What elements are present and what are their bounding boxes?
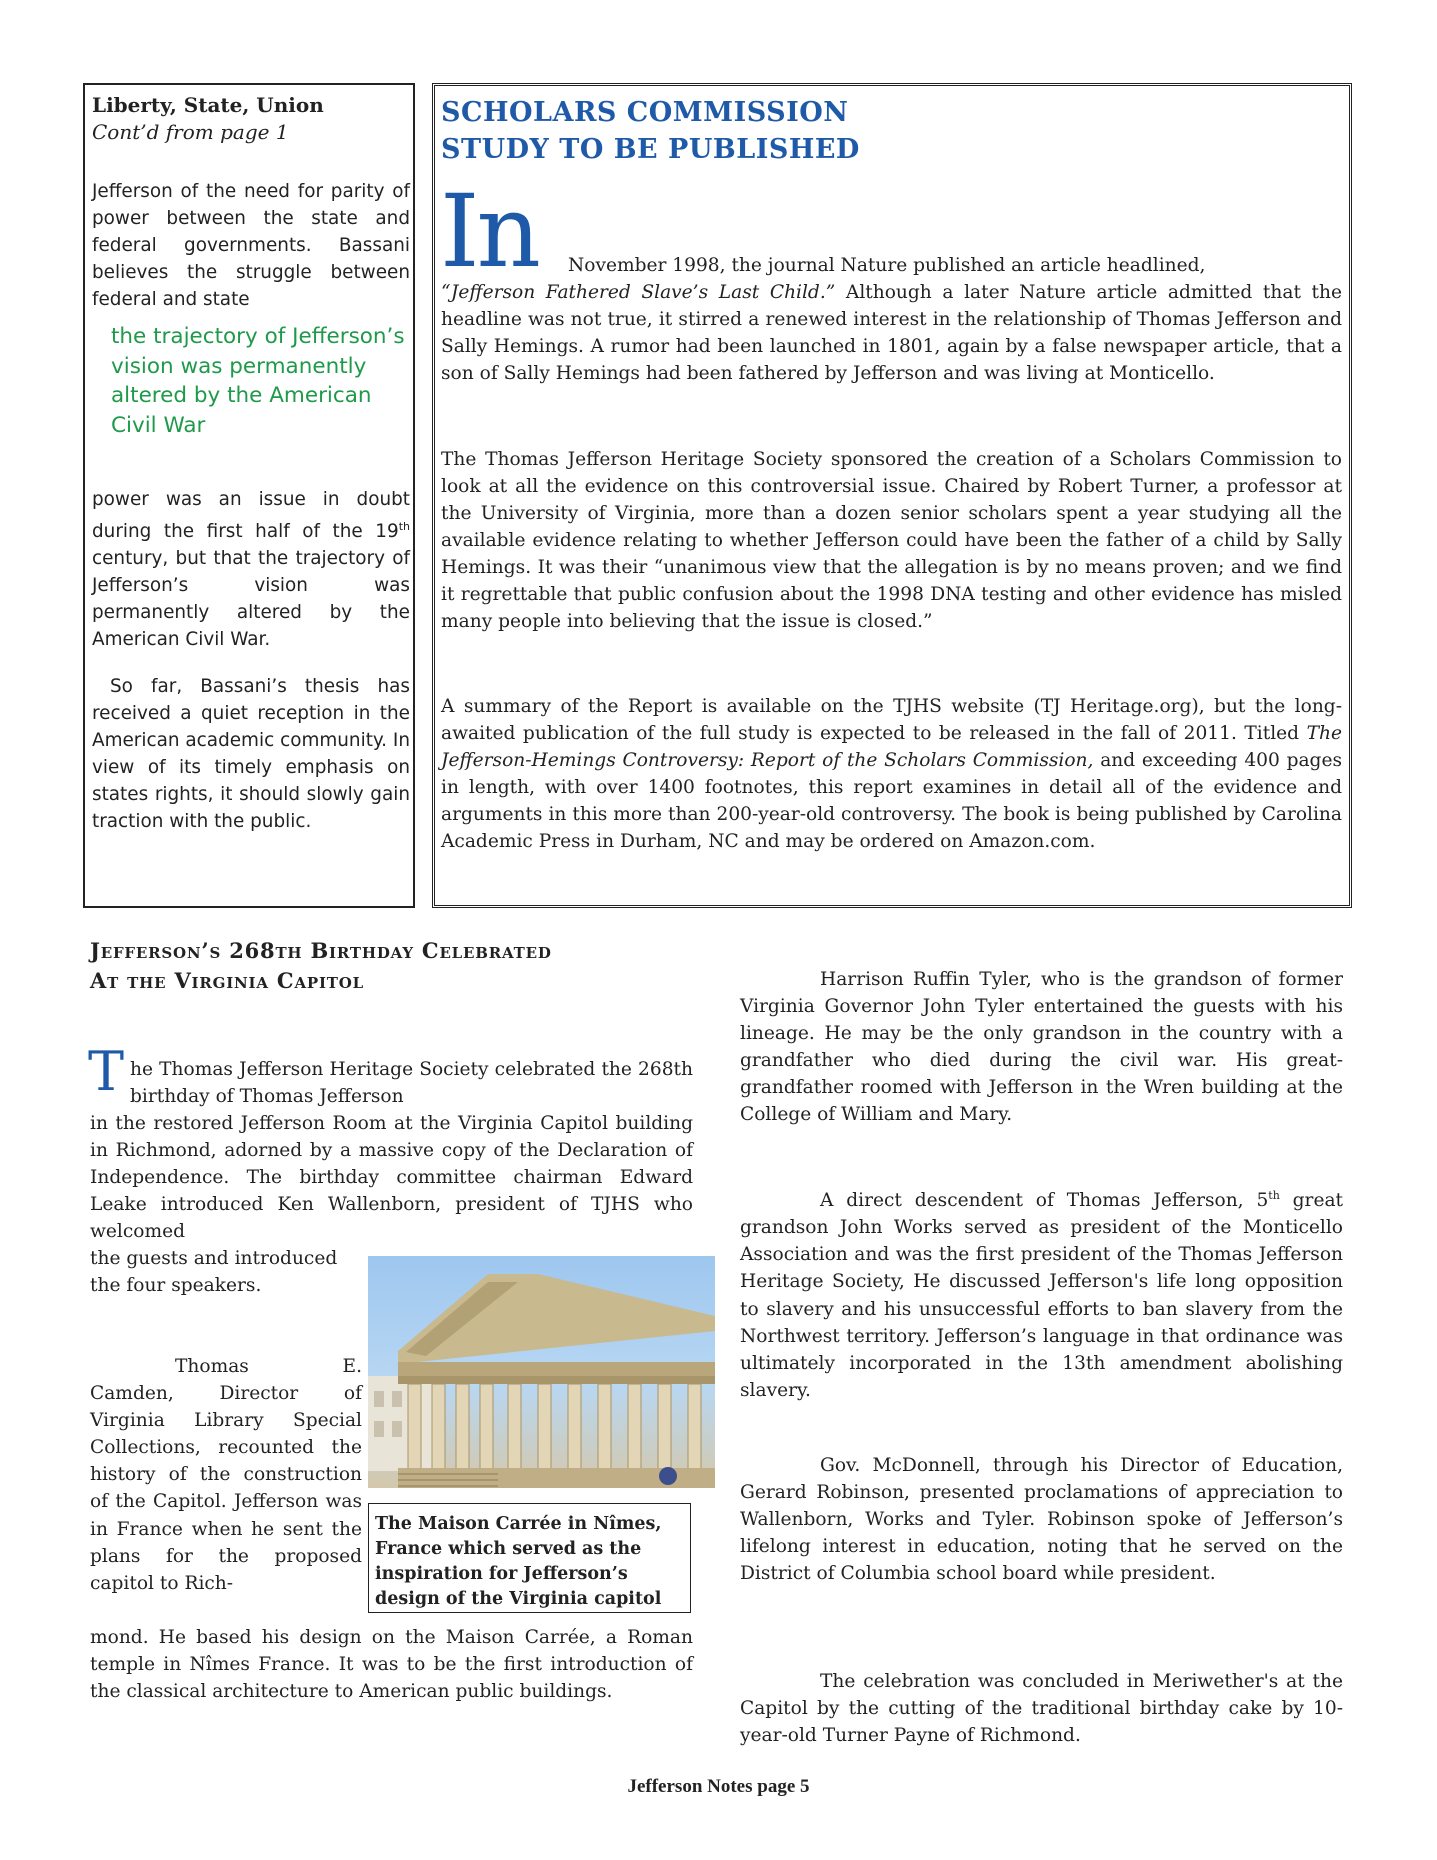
sidebar-continued-label: Cont’d from page 1 xyxy=(92,120,289,144)
sidebar-paragraph-1: Jefferson of the need for parity of power between the state and federal governments. Bassani believes the struggle between federal and state xyxy=(92,181,410,310)
article-right-paragraph-1: Harrison Ruffin Tyler, who is the grandson of former Virginia Governor John Tyler entertained the guests with his lineage. He may be the only grandson in the country with a grandfather who died during the civil war. His great-grandfather roomed with Jefferson in the Wren building at the College of William and Mary. xyxy=(740,969,1343,1126)
feature-paragraph-2: The Thomas Jefferson Heritage Society sponsored the creation of a Scholars Commission to look at all the evidence on this controversial issue. Chaired by Robert Turner, a professor at the University of Virginia, more than a dozen senior scholars spent a year studying all the available evidence relating to whether Jefferson could have been the father of a child by Sally Hemings. It was their “unanimous view that the allegation is by no means proven; and we find it regrettable that public confusion about the 1998 DNA testing and other evidence has misled many people into believing that the issue is closed.” xyxy=(441,449,1342,632)
article-right-paragraph-3: Gov. McDonnell, through his Director of Education, Gerard Robinson, presented proclamations of appreciation to Wallenborn, Works and Tyler. Robinson spoke of Jefferson’s lifelong interest in education, noting that he served on the District of Columbia school board while president. xyxy=(740,1455,1343,1585)
article-headline-line-2: At the Virginia Capitol xyxy=(90,968,364,993)
article-paragraph-1-end: the guests and introduced the four speakers. xyxy=(90,1248,338,1297)
article-paragraph-1-start: he Thomas Jefferson Heritage Society celebrated the 268th birthday of Thomas Jefferson xyxy=(130,1059,693,1108)
sidebar-header xyxy=(92,92,412,146)
sidebar-p2-text: power was an issue in doubt during the first half of the 19 xyxy=(92,489,410,543)
feature-paragraph-1 xyxy=(441,279,1342,387)
sidebar-kicker: Liberty, State, Union xyxy=(92,93,324,117)
photo-caption: The Maison Carrée in Nîmes, France which served as the inspiration for Jefferson’s design of the Virginia capitol xyxy=(368,1503,691,1613)
article-r2-text: A direct descendent of Thomas Jefferson, 5 xyxy=(820,1190,1269,1212)
article-paragraph-1-body: in the restored Jefferson Room at the Virginia Capitol building in Richmond, adorned by a massive copy of the Declaration of Independence. The birthday committee chairman Edward Leake introduced Ken Wallenborn, president of TJHS who welcomed xyxy=(90,1113,693,1243)
feature-p3-text: A summary of the Report is available on the TJHS website (TJ Heritage.org), but the long-awaited publication of the full study is expected to be released in the fall of 2011. Titled xyxy=(441,696,1342,744)
article-r2-superscript: th xyxy=(1268,1189,1280,1202)
article-drop-cap: T xyxy=(88,1040,125,1103)
feature-p3-text-end: and exceeding 400 pages in length, with over 1400 footnotes, this report examines in detail all of the evidence and arguments in this more than 200-year-old controversy. The book is being published by Carolina Academic Press in Durham, NC and may be ordered on Amazon.com. xyxy=(441,750,1343,852)
feature-book-title: The Jefferson-Hemings Controversy: Report of the Scholars Commission, xyxy=(441,723,1342,771)
feature-title: SCHOLARS COMMISSION STUDY TO BE PUBLISHED xyxy=(441,97,860,165)
sidebar-paragraph-2 xyxy=(92,486,410,653)
sidebar-p2-text-end: century, but that the trajectory of Jefferson’s vision was permanently altered by the American Civil War. xyxy=(92,548,410,651)
maison-carree-photo xyxy=(368,1256,715,1488)
sidebar-pull-quote: the trajectory of Jefferson’s vision was permanently altered by the American Civil War xyxy=(111,324,405,438)
feature-headline-quote: “Jefferson Fathered Slave’s Last Child.” xyxy=(441,282,836,303)
article-r2-text-end: great grandson John Works served as president of the Monticello Association and was the first president of the Thomas Jefferson Heritage Society, He discussed Jefferson's life long opposition to slavery and his unsuccessful efforts to ban slavery from the Northwest territory. Jefferson’s language in that ordinance was ultimately incorporated in the 13th amendment abolishing slavery. xyxy=(740,1190,1343,1401)
feature-paragraph-1-first-line: November 1998, the journal Nature published an article headlined, xyxy=(568,255,1206,276)
article-headline xyxy=(90,936,710,996)
page-footer: Jefferson Notes page 5 xyxy=(627,1776,810,1797)
article-paragraph-2-end: mond. He based his design on the Maison Carrée, a Roman temple in Nîmes France. It was to be the first introduction of the classical architecture to American public buildings. xyxy=(90,1627,693,1703)
sidebar-p2-superscript: th xyxy=(398,520,410,533)
article-headline-line-1: Jefferson’s 268th Birthday Celebrated xyxy=(90,938,552,963)
article-right-paragraph-4: The celebration was concluded in Meriwether's at the Capitol by the cutting of the traditional birthday cake by 10-year-old Turner Payne of Richmond. xyxy=(740,1671,1343,1747)
feature-paragraph-1-rest: Although a later Nature article admitted that the headline was not true, it stirred a renewed interest in the relationship of Thomas Jefferson and Sally Hemings. A rumor had been launched in 1801, again by a false newspaper article, that a son of Sally Hemings had been fathered by Jefferson and was living at Monticello. xyxy=(441,282,1342,384)
feature-paragraph-3 xyxy=(441,693,1342,855)
temple-illustration xyxy=(368,1256,715,1488)
article-paragraph-2-start: Thomas E. Camden, Director of Virginia Library Special Collections, recounted the history of the construction of the Capitol. Jefferson was in France when he sent the plans for the proposed capitol to Rich- xyxy=(90,1356,362,1594)
article-right-paragraph-2 xyxy=(740,1182,1343,1404)
feature-drop-cap: In xyxy=(440,173,538,290)
sidebar-paragraph-3: So far, Bassani’s thesis has received a quiet reception in the American academic community. In view of its timely emphasis on states rights, it should slowly gain traction with the public. xyxy=(92,676,410,832)
